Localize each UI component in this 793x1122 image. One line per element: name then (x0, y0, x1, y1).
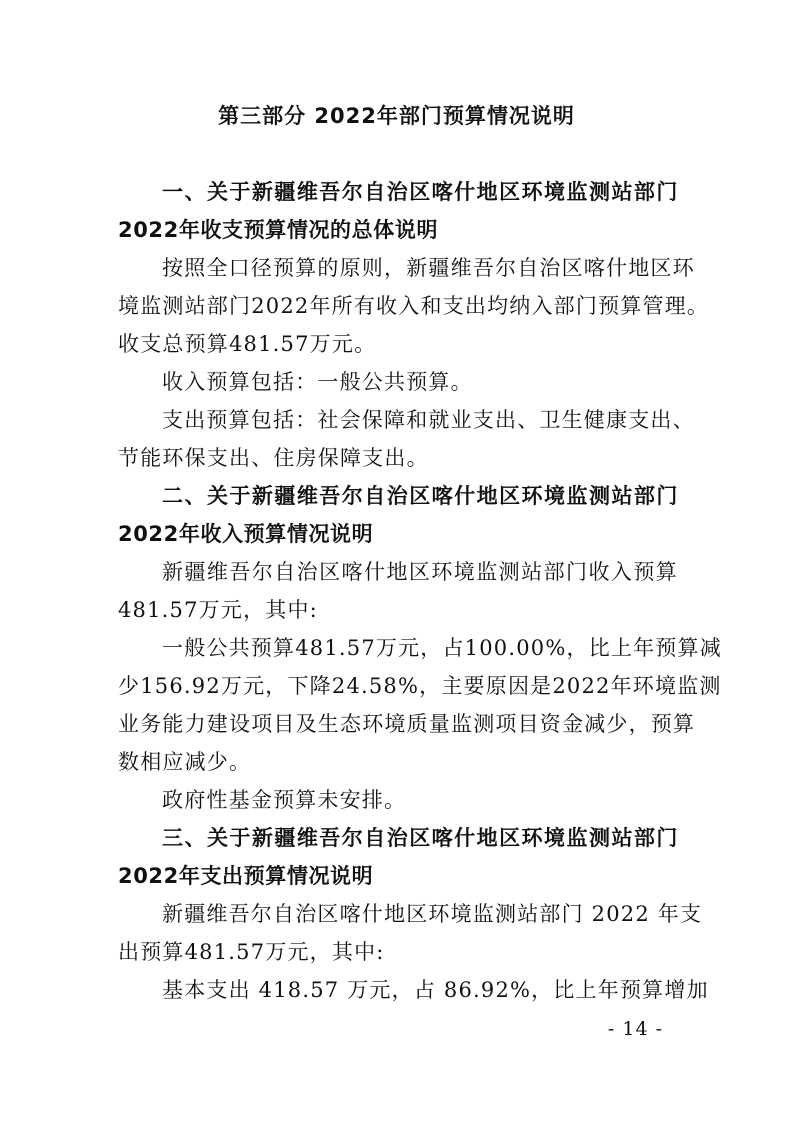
paragraph-line: 481.57万元，其中: (118, 598, 318, 622)
page-number: - 14 - (607, 1018, 663, 1040)
section-heading-1: 一、关于新疆维吾尔自治区喀什地区环境监测站部门 (162, 180, 678, 204)
paragraph-line: 基本支出 418.57 万元，占 86.92%，比上年预算增加 (162, 978, 709, 1002)
paragraph-line: 新疆维吾尔自治区喀什地区环境监测站部门 2022 年支 (162, 902, 703, 926)
paragraph-line: 新疆维吾尔自治区喀什地区环境监测站部门收入预算 (162, 560, 678, 584)
paragraph-line: 收入预算包括：一般公共预算。 (162, 370, 473, 394)
section-heading-2: 二、关于新疆维吾尔自治区喀什地区环境监测站部门 (162, 484, 678, 508)
section-heading-3-cont: 2022年支出预算情况说明 (118, 864, 374, 888)
section-heading-2-cont: 2022年收入预算情况说明 (118, 522, 374, 546)
paragraph-line: 收支总预算481.57万元。 (118, 332, 377, 356)
paragraph-line: 数相应减少。 (118, 750, 252, 774)
paragraph-line: 政府性基金预算未安排。 (162, 788, 407, 812)
page-title: 第三部分 2022年部门预算情况说明 (218, 104, 575, 128)
paragraph-line: 境监测站部门2022年所有收入和支出均纳入部门预算管理。 (118, 294, 710, 318)
section-heading-3: 三、关于新疆维吾尔自治区喀什地区环境监测站部门 (162, 826, 678, 850)
paragraph-line: 支出预算包括：社会保障和就业支出、卫生健康支出、 (162, 408, 695, 432)
paragraph-line: 节能环保支出、住房保障支出。 (118, 446, 429, 470)
paragraph-line: 出预算481.57万元，其中: (118, 940, 385, 964)
paragraph-line: 按照全口径预算的原则，新疆维吾尔自治区喀什地区环 (162, 256, 695, 280)
section-heading-1-cont: 2022年收支预算情况的总体说明 (118, 218, 439, 242)
paragraph-line: 业务能力建设项目及生态环境质量监测项目资金减少，预算 (118, 712, 696, 736)
paragraph-line: 少156.92万元，下降24.58%，主要原因是2022年环境监测 (118, 674, 722, 698)
paragraph-line: 一般公共预算481.57万元，占100.00%，比上年预算减 (162, 636, 722, 660)
